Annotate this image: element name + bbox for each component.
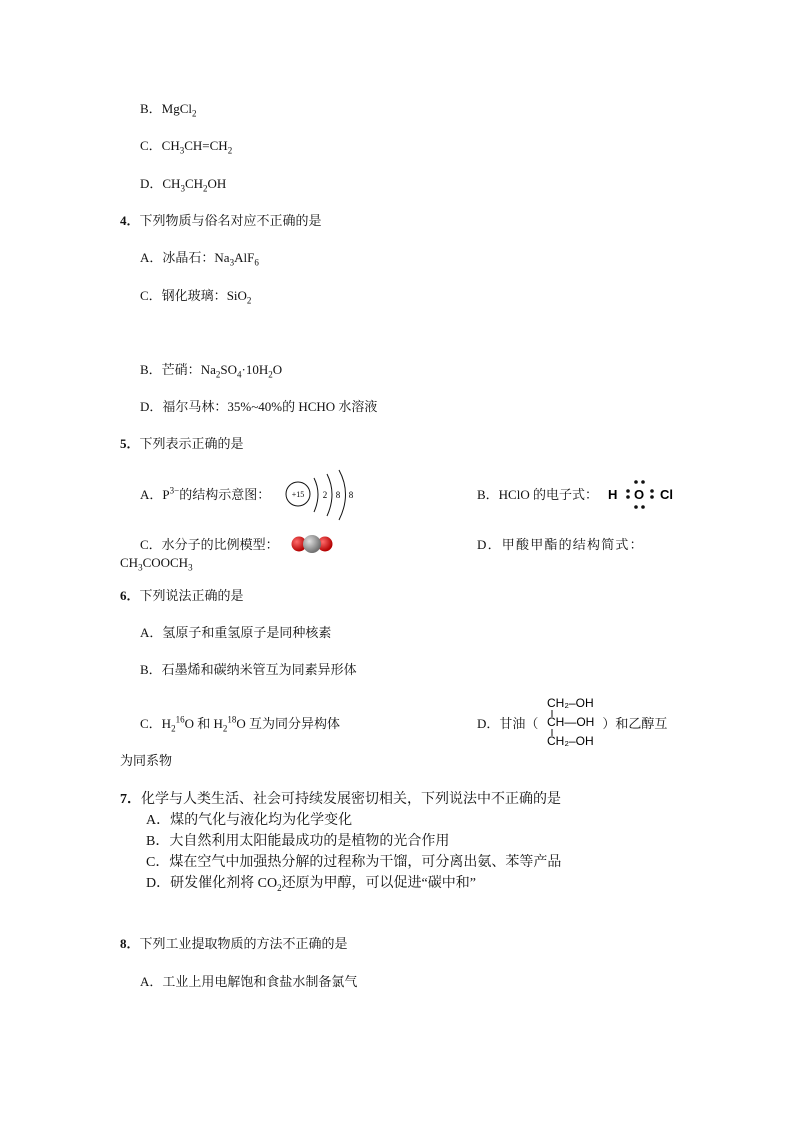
- q6-option-d: D．甘油（ ）和乙醇互: [477, 716, 668, 731]
- glycerol-center-group: CH—OH: [547, 715, 595, 729]
- q4-option-a: A．冰晶石：$Na_3AlF_6$: [140, 250, 259, 268]
- q7-option-b: B．大自然利用太阳能最成功的是植物的光合作用: [146, 834, 450, 849]
- shell-1-count: 2: [322, 490, 328, 500]
- chlorine-symbol: Cl: [660, 487, 673, 502]
- q5-option-b: B．HClO 的电子式：: [477, 487, 598, 502]
- q8-stem: 8．下列工业提取物质的方法不正确的是: [120, 936, 348, 951]
- glycerol-structure: [542, 693, 608, 751]
- q6-stem: 6．下列说法正确的是: [120, 588, 244, 603]
- q4-stem: 4．下列物质与俗名对应不正确的是: [120, 213, 322, 228]
- q6-option-b: B．石墨烯和碳纳米管互为同素异形体: [140, 662, 357, 677]
- q7-option-d: D．研发催化剂将 $CO_2$还原为甲醇，可以促进“碳中和”: [146, 876, 476, 893]
- phosphide-ion-structure-diagram: [282, 468, 362, 524]
- q4-option-b: B．芒硝：$Na_2SO_4\cdot 10H_2O$: [140, 362, 283, 380]
- q5-stem: 5．下列表示正确的是: [120, 436, 244, 451]
- q7-option-a: A．煤的气化与液化均为化学变化: [146, 813, 353, 828]
- q5-option-d-formula: $CH_3COOCH_3$: [120, 555, 193, 573]
- hydrogen-symbol: H: [608, 487, 618, 502]
- q4-option-d: D．福尔马林：35%~40%的 HCHO 水溶液: [140, 399, 378, 414]
- atom-sphere-center: [303, 535, 321, 553]
- q3-option-d: D．$CH_3CH_2OH$: [140, 176, 227, 194]
- oxygen-symbol: O: [634, 487, 645, 502]
- glycerol-bottom-group: CH₂–OH: [547, 734, 594, 748]
- q6-option-d-continued: 为同系物: [120, 753, 173, 768]
- glycerol-top-group: CH₂–OH: [547, 696, 594, 710]
- q7-option-c: C．煤在空气中加强热分解的过程称为干馏，可分离出氨、苯等产品: [146, 855, 562, 870]
- hclo-electron-formula: [604, 476, 678, 512]
- q5-option-a: A．$P^{3-}$的结构示意图：: [140, 485, 271, 502]
- q6-option-c: C．$H_2^{16}O$ 和 $H_2^{18}O$ 互为同分异构体: [140, 714, 340, 734]
- q5-option-c: C．水分子的比例模型：: [140, 537, 279, 552]
- q8-option-a: A．工业上用电解饱和食盐水制备氯气: [140, 974, 358, 989]
- q6-option-a: A．氢原子和重氢原子是同种核素: [140, 625, 332, 640]
- q3-option-c: C．$CH_3CH=CH_2$: [140, 138, 233, 156]
- water-space-filling-model: [289, 533, 335, 555]
- nucleus-charge: +15: [291, 490, 305, 499]
- q4-option-c: C．钢化玻璃：SiO$_2$: [140, 288, 252, 306]
- shell-2-count: 8: [335, 490, 341, 500]
- q5-option-d: D．甲酸甲酯的结构简式：: [477, 537, 644, 552]
- shell-3-count: 8: [348, 490, 354, 500]
- q3-option-b: B．MgCl$_2$: [140, 101, 197, 119]
- q7-stem: 7．化学与人类生活、社会可持续发展密切相关，下列说法中不正确的是: [120, 792, 561, 807]
